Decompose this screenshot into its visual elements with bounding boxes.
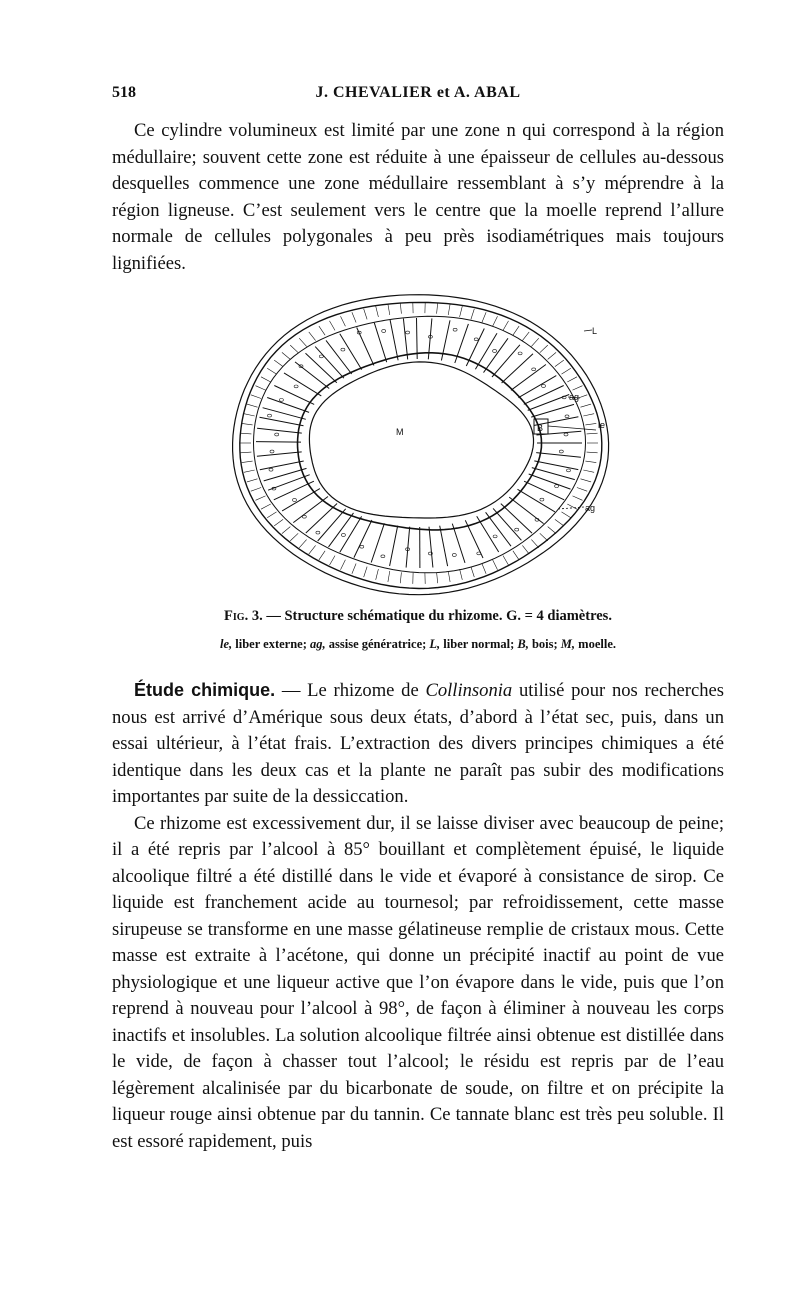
outer-cortex-hatch (256, 386, 266, 390)
outer-cortex-hatch (583, 470, 594, 472)
paragraph-etude-chimique (112, 677, 724, 811)
wood-cell (268, 414, 272, 417)
outer-cortex-hatch (540, 345, 548, 353)
outer-cortex-hatch (251, 488, 261, 492)
legend-B-text: bois; (531, 637, 558, 651)
outer-cortex-hatch (522, 545, 529, 554)
label-liber-normal-L: L (592, 326, 598, 336)
outer-cortex-hatch (400, 572, 401, 583)
wood-cell (293, 499, 297, 502)
outer-cortex-hatch (437, 303, 438, 314)
medullary-ray (264, 468, 307, 481)
outer-cortex-hatch (581, 479, 592, 482)
figure-rhizome-diagram (228, 283, 610, 603)
outer-cortex-hatch (240, 452, 251, 453)
outer-cortex-hatch (341, 316, 346, 326)
medullary-ray (268, 475, 310, 491)
outer-cortex-hatch (309, 332, 316, 341)
medullary-ray (493, 508, 521, 540)
wood-cell (270, 450, 274, 453)
outer-cortex-hatch (573, 496, 583, 500)
medullary-ray (502, 354, 533, 383)
outer-cortex-hatch (540, 533, 548, 541)
outer-cortex-hatch (364, 567, 367, 578)
wood-cell (341, 348, 345, 351)
outer-cortex-hatch (493, 316, 498, 326)
outer-cortex-hatch (240, 433, 251, 434)
medullary-zone-ring (309, 362, 533, 518)
wood-cell (294, 385, 298, 388)
medullary-ray (429, 527, 433, 568)
outer-cortex-hatch (471, 309, 474, 320)
medullary-ray (318, 509, 346, 541)
outer-cortex-hatch (299, 338, 306, 346)
medullary-ray (390, 320, 398, 360)
medullary-ray (282, 489, 320, 511)
legend-L-text: liber normal; (443, 637, 515, 651)
outer-cortex-hatch (493, 560, 498, 570)
outer-cortex-hatch (274, 360, 283, 367)
outer-cortex-hatch (352, 564, 356, 574)
outer-cortex-hatch (251, 395, 261, 399)
outer-cortex-hatch (330, 321, 336, 331)
wood-cell (302, 515, 306, 518)
outer-cortex-hatch (261, 377, 271, 382)
outer-cortex-hatch (573, 386, 583, 390)
paragraph-etude-part-b: utilisé pour nos recherches nous est arrivé d’Amérique sous deux états, d’abord à l’état sec, puis, dans un essai ultérieur, à l’état frais. L’extraction des divers principes chimiques a été identique dans les deux cas et la plante ne paraît pas subir des modifications importantes par suite de la dessiccation. (112, 680, 724, 807)
wood-cell (381, 555, 385, 558)
wood-cell (540, 498, 544, 501)
outer-cortex-hatch (503, 321, 509, 331)
medullary-ray (257, 452, 302, 456)
outer-cortex-hatch (352, 312, 356, 322)
outer-cortex-hatch (290, 345, 298, 353)
rhizome-cross-section (228, 283, 610, 603)
body-text-top (112, 118, 724, 277)
outer-cortex-hatch (267, 368, 276, 374)
medullary-ray (340, 334, 362, 370)
label-assise-ag-upper: ag (569, 392, 580, 402)
medullary-ray (403, 319, 407, 360)
figure-caption-text: — Structure schématique du rhizome. G. = 4 diamètres. (266, 608, 612, 624)
outer-cortex-hatch (562, 512, 571, 518)
outer-cortex-hatch (585, 461, 596, 463)
outer-cortex-hatch (330, 556, 336, 566)
wood-cell (515, 528, 519, 531)
outer-cortex-hatch (282, 527, 290, 534)
legend-B-abbr: B, (517, 637, 529, 651)
outer-cortex-hatch (482, 312, 486, 322)
medullary-ray (406, 527, 410, 568)
outer-cortex-hatch (244, 470, 255, 472)
wood-cell (341, 534, 345, 537)
outer-cortex-hatch (567, 377, 577, 382)
outer-cortex-hatch (309, 545, 316, 554)
medullary-ray (486, 512, 511, 546)
medullary-ray (440, 526, 448, 566)
legend-ag-abbr: ag, (310, 637, 326, 651)
label-moelle-M: M (396, 427, 404, 437)
medullary-ray (509, 497, 543, 523)
outer-cortex-hatch (555, 519, 564, 526)
medullary-ray (511, 365, 546, 391)
outer-cortex-hatch (376, 569, 379, 580)
outer-cortex-hatch (522, 332, 529, 341)
header-authors: J. CHEVALIER et A. ABAL (315, 84, 521, 101)
outer-cortex-hatch (388, 571, 390, 582)
outer-cortex-hatch (247, 479, 258, 482)
outer-cortex-hatch (400, 303, 401, 314)
legend-ag-text: assise génératrice; (328, 637, 427, 651)
paragraph-rhizome-extraction: Ce rhizome est excessivement dur, il se laisse diviser avec beaucoup de peine; il a été repris par l’alcool à 85° bouillant et complètement épuisé, le liquide alcoolique filtré a été distillé dans le vide et évaporé à consistance de sirop. Ce liquide est franchement acide au tournesol; par refroidissement, cette masse sirupeuse se transforme en une masse gélatineuse remplie de cristaux mous. Cette masse est extraite à l’acétone, qui donne un précipité inactif au point de vue physiologique et une liqueur active que l’on évapore dans le vide, puis que l’on reprend à nouveau pour l’alcool à 98°, de façon à éliminer à nouveau les corps inactifs et insolubles. La solution alcoolique filtrée ainsi obtenue est distillée dans le vide, de façon à chasser tout l’alcool; le résidu est repris par de l’eau légèrement alcalinisée par du bicarbonate de soude, on filtre et on précipite la liqueur rouge ainsi obtenue par du tannin. Ce tannate blanc est très peu soluble. Il est essoré rapidement, puis (112, 812, 724, 1152)
outer-cortex-hatch (437, 572, 438, 583)
medullary-ray (477, 516, 499, 552)
body-text-etude-chimique (112, 677, 724, 1155)
outer-cortex-hatch (341, 560, 346, 570)
outer-cortex-hatch (548, 352, 556, 359)
wood-cell (493, 535, 497, 538)
legend-L-abbr: L, (429, 637, 441, 651)
label-bois-B: B (537, 423, 544, 433)
outer-cortex-hatch (448, 304, 450, 315)
outer-cortex-hatch (388, 304, 390, 315)
wood-cell (564, 433, 568, 436)
medullary-ray (492, 345, 520, 377)
outer-cortex-hatch (242, 423, 253, 425)
medullary-ray (452, 524, 465, 563)
outer-cortex-hatch (274, 519, 283, 526)
outer-cortex-hatch (567, 504, 577, 509)
outer-cortex-hatch (583, 414, 594, 416)
outer-cortex-hatch (282, 352, 290, 359)
legend-M-abbr: M, (560, 637, 576, 651)
wood-cell (316, 531, 320, 534)
outer-cortex-hatch (244, 414, 255, 416)
wood-cell (269, 468, 273, 471)
medullary-ray (475, 333, 497, 369)
medullary-ray (326, 340, 352, 374)
figure-legend (112, 634, 724, 654)
wood-cell (493, 350, 497, 353)
medullary-ray (374, 323, 386, 362)
legend-le-abbr: le, (219, 637, 233, 651)
medullary-ray (260, 461, 304, 470)
label-liber-externe-le: le (598, 420, 606, 430)
medullary-ray (534, 461, 578, 470)
outer-cortex-hatch (587, 433, 598, 434)
medullary-ray (256, 442, 301, 443)
outer-cortex-hatch (256, 496, 266, 500)
outer-cortex-hatch (319, 326, 325, 335)
outer-cortex-hatch (482, 564, 486, 574)
outer-cortex-hatch (562, 368, 571, 374)
wood-cell (542, 385, 546, 388)
outer-cortex-hatch (364, 309, 367, 320)
medullary-ray (501, 504, 532, 533)
running-head (112, 84, 724, 112)
medullary-ray (274, 481, 314, 500)
outer-cortex-hatch (460, 306, 463, 317)
medullary-ray (315, 347, 344, 379)
medullary-ray (357, 328, 374, 366)
medullary-ray (293, 497, 328, 523)
figure-caption (112, 605, 724, 627)
wood-cell (567, 469, 571, 472)
wood-cell (559, 450, 563, 453)
outer-cortex-hatch (555, 360, 564, 367)
wood-cell (275, 433, 279, 436)
medullary-ray (306, 504, 337, 534)
wood-cell (360, 545, 364, 548)
outer-cortex-hatch (460, 569, 463, 580)
outer-cortex-hatch (471, 567, 474, 578)
outer-cortex-hatch (290, 533, 298, 541)
wood-cell (319, 355, 323, 358)
medullary-ray (260, 417, 304, 425)
medullary-ray (417, 318, 418, 359)
outer-cortex-hatch (242, 461, 253, 463)
outer-cortex-hatch (587, 452, 598, 453)
outer-cortex-hatch (513, 326, 519, 335)
medullary-ray (518, 376, 556, 398)
genus-name: Collinsonia (425, 680, 513, 701)
outer-cortex-hatch (531, 540, 538, 548)
wood-cell (555, 485, 559, 488)
medullary-ray (340, 516, 362, 552)
medullary-ray (484, 338, 509, 372)
medullary-ray (295, 362, 329, 389)
wood-cell (279, 399, 283, 402)
medullary-ray (466, 329, 484, 367)
outer-cortex-hatch (319, 551, 325, 560)
medullary-ray (524, 386, 564, 405)
medullary-ray (390, 526, 398, 566)
medullary-ray (536, 453, 581, 458)
outer-cortex-hatch (261, 504, 271, 509)
wood-cell (382, 330, 386, 333)
label-assise-ag-lower: ag (585, 503, 596, 513)
outer-cortex-hatch (577, 488, 587, 492)
legend-M-text: moelle. (578, 637, 617, 651)
paragraph-cylindre: Ce cylindre volumineux est limité par une zone n qui correspond à la région médullaire; souvent cette zone est réduite à une épaisseur de cellules au-dessous desquelles commence une zone médullaire ressemblant à s’y méprendre à la région ligneuse. C’est seulement vers le centre que la moelle reprend l’allure normale de cellules polygonales à peu près isodiamétriques mais toujours lignifiées. (112, 120, 724, 274)
outer-cortex-hatch (531, 338, 538, 346)
wood-cell (565, 415, 569, 418)
outer-cortex-hatch (299, 540, 306, 548)
page-number: 518 (112, 84, 136, 101)
wood-cell (453, 328, 457, 331)
wood-cell (474, 338, 478, 341)
outer-cortex-hatch (267, 512, 276, 518)
outer-cortex-hatch (503, 556, 509, 566)
figure-number: Fig. 3. (224, 608, 263, 624)
wood-cell (477, 552, 481, 555)
outer-cortex-hatch (376, 306, 379, 317)
legend-le-text: liber externe; (235, 637, 307, 651)
medullary-ray (354, 520, 372, 558)
medullary-ray (371, 523, 384, 562)
wood-cell (518, 352, 522, 355)
wood-cell (406, 331, 410, 334)
wood-cell (452, 554, 456, 557)
medullary-ray (329, 513, 354, 547)
wood-cell (532, 368, 536, 371)
outer-cortex-hatch (581, 404, 592, 407)
outer-cortex-hatch (448, 571, 450, 582)
outer-cortex-hatch (585, 423, 596, 425)
outer-cortex-hatch (513, 551, 519, 560)
paragraph-etude-part-a: — Le rhizome de (281, 680, 426, 701)
medullary-ray (257, 428, 302, 433)
section-heading: Étude chimique. (134, 680, 276, 700)
outer-cortex-hatch (247, 404, 258, 407)
outer-cortex-hatch (548, 527, 556, 534)
